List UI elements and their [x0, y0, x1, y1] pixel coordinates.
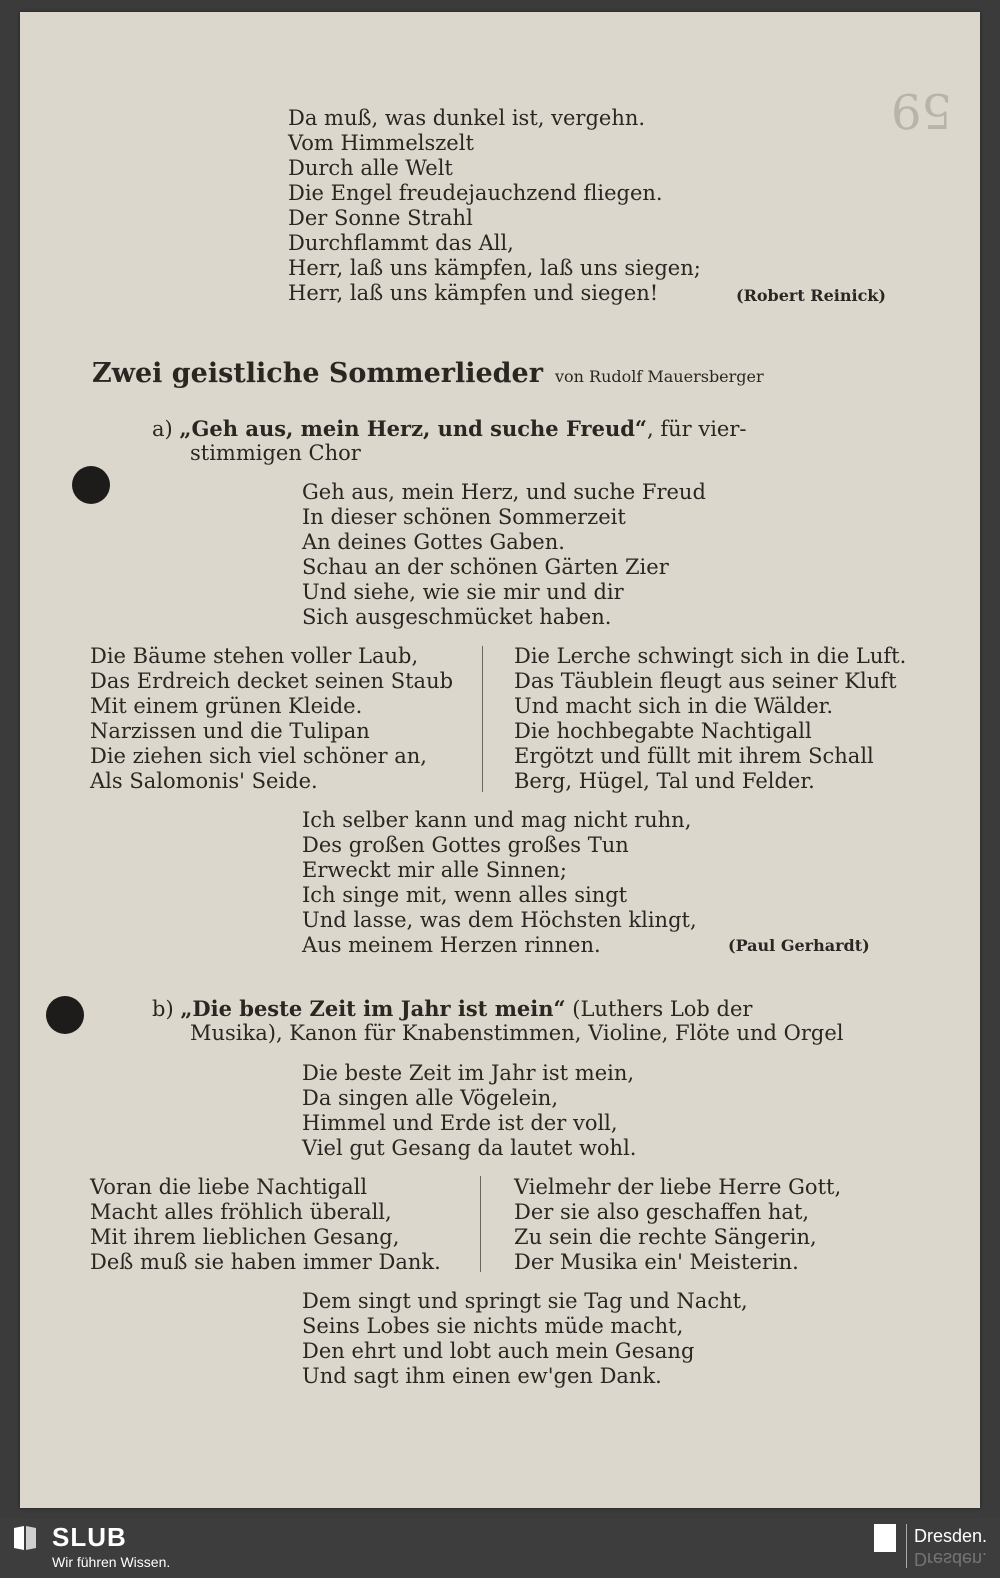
verse-line: Vielmehr der liebe Herre Gott,	[514, 1175, 842, 1199]
verse-line: Voran die liebe Nachtigall	[90, 1175, 368, 1199]
section-title-text: Zwei geistliche Sommerlieder	[92, 358, 543, 389]
a-stanza-1	[302, 480, 706, 630]
verse-line: Der Musika ein' Meisterin.	[514, 1250, 799, 1274]
verse-line: Mit ihrem lieblichen Gesang,	[90, 1225, 400, 1249]
stanza-top	[288, 106, 701, 306]
a-stanza-right	[514, 644, 906, 794]
item-a-heading-line2: stimmigen Chor	[190, 441, 361, 465]
verse-line: Zu sein die rechte Sängerin,	[514, 1225, 817, 1249]
verse-line: Seins Lobes sie nichts müde macht,	[302, 1314, 684, 1338]
dresden-logo[interactable]: Dresden.	[914, 1526, 988, 1546]
verse-line: Die beste Zeit im Jahr ist mein,	[302, 1061, 635, 1085]
verse-line: Macht alles fröhlich überall,	[90, 1200, 392, 1224]
verse-line: Des großen Gottes großes Tun	[302, 833, 629, 857]
verse-line: Mit einem grünen Kleide.	[90, 694, 363, 718]
item-b-heading	[152, 996, 752, 1022]
author-credit: (Robert Reinick)	[736, 286, 886, 305]
verse-line: Da singen alle Vögelein,	[302, 1086, 558, 1110]
verse-line: Herr, laß uns kämpfen und siegen!	[288, 281, 659, 305]
punch-hole	[46, 996, 84, 1034]
footer-divider	[906, 1524, 907, 1568]
section-title	[92, 358, 764, 389]
document-page	[20, 12, 980, 1508]
verse-line: Durchflammt das All,	[288, 231, 514, 255]
slub-logo-icon[interactable]	[12, 1524, 38, 1552]
item-description: , für vier-	[646, 417, 747, 441]
verse-line: Die hochbegabte Nachtigall	[514, 719, 812, 743]
slub-brand[interactable]: SLUB	[52, 1522, 127, 1552]
b-stanza-1	[302, 1061, 636, 1161]
verse-line: Und siehe, wie sie mir und dir	[302, 580, 624, 604]
dresden-logo-reflection: Dresden.	[914, 1549, 988, 1569]
b-stanza-right	[514, 1175, 841, 1275]
verse-line: Sich ausgeschmücket haben.	[302, 605, 612, 629]
verse-line: Den ehrt und lobt auch mein Gesang	[302, 1339, 695, 1363]
slub-tagline: Wir führen Wissen.	[52, 1554, 171, 1570]
verse-line: Viel gut Gesang da lautet wohl.	[302, 1136, 637, 1160]
verse-line: Der Sonne Strahl	[288, 206, 473, 230]
item-description: (Luthers Lob der	[565, 997, 753, 1021]
verse-line: Und macht sich in die Wälder.	[514, 694, 834, 718]
verse-line: Die Lerche schwingt sich in die Luft.	[514, 644, 907, 668]
verse-line: Das Erdreich decket seinen Staub	[90, 669, 454, 693]
b-stanza-4	[302, 1289, 748, 1389]
footer-bar	[0, 1518, 1000, 1578]
verse-line: Narzissen und die Tulipan	[90, 719, 370, 743]
verse-line: Ich singe mit, wenn alles singt	[302, 883, 628, 907]
dresden-crest-icon[interactable]	[874, 1524, 896, 1552]
verse-line: Die Engel freudejauchzend fliegen.	[288, 181, 663, 205]
verse-line: Schau an der schönen Gärten Zier	[302, 555, 669, 579]
verse-line: Geh aus, mein Herz, und suche Freud	[302, 480, 706, 504]
verse-line: Und lasse, was dem Höchsten klingt,	[302, 908, 697, 932]
verse-line: Und sagt ihm einen ew'gen Dank.	[302, 1364, 662, 1388]
item-marker: a)	[152, 417, 173, 441]
section-composer: von Rudolf Mauersberger	[554, 367, 764, 386]
punch-hole	[72, 466, 110, 504]
verse-line: Herr, laß uns kämpfen, laß uns siegen;	[288, 256, 701, 280]
verse-line: Himmel und Erde ist der voll,	[302, 1111, 618, 1135]
column-divider	[480, 1176, 481, 1272]
verse-line: Dem singt und springt sie Tag und Nacht,	[302, 1289, 748, 1313]
verse-line: Erweckt mir alle Sinnen;	[302, 858, 567, 882]
verse-line: Die Bäume stehen voller Laub,	[90, 644, 419, 668]
verse-line: Die ziehen sich viel schöner an,	[90, 744, 427, 768]
verse-line: Als Salomonis' Seide.	[90, 769, 318, 793]
verse-line: Ergötzt und füllt mit ihrem Schall	[514, 744, 874, 768]
verse-line: Deß muß sie haben immer Dank.	[90, 1250, 441, 1274]
author-credit: (Paul Gerhardt)	[728, 936, 870, 955]
verse-line: In dieser schönen Sommerzeit	[302, 505, 626, 529]
verse-line: Der sie also geschaffen hat,	[514, 1200, 810, 1224]
item-marker: b)	[152, 997, 174, 1021]
verse-line: Berg, Hügel, Tal und Felder.	[514, 769, 815, 793]
item-title: „Geh aus, mein Herz, und suche Freud“	[179, 416, 647, 441]
verse-line: Aus meinem Herzen rinnen.	[302, 933, 601, 957]
a-stanza-4	[302, 808, 697, 958]
verse-line: Das Täublein fleugt aus seiner Kluft	[514, 669, 897, 693]
item-title: „Die beste Zeit im Jahr ist mein“	[180, 996, 566, 1021]
verse-line: Da muß, was dunkel ist, vergehn.	[288, 106, 646, 130]
b-stanza-left	[90, 1175, 441, 1275]
column-divider	[482, 646, 483, 792]
verse-line: Ich selber kann und mag nicht ruhn,	[302, 808, 692, 832]
item-a-heading	[152, 416, 747, 442]
item-b-heading-line2: Musika), Kanon für Knabenstimmen, Violine, Flöte und Orgel	[190, 1021, 844, 1045]
a-stanza-left	[90, 644, 453, 794]
page-number: 59	[890, 82, 952, 138]
verse-line: Vom Himmelszelt	[288, 131, 474, 155]
verse-line: An deines Gottes Gaben.	[302, 530, 565, 554]
verse-line: Durch alle Welt	[288, 156, 453, 180]
